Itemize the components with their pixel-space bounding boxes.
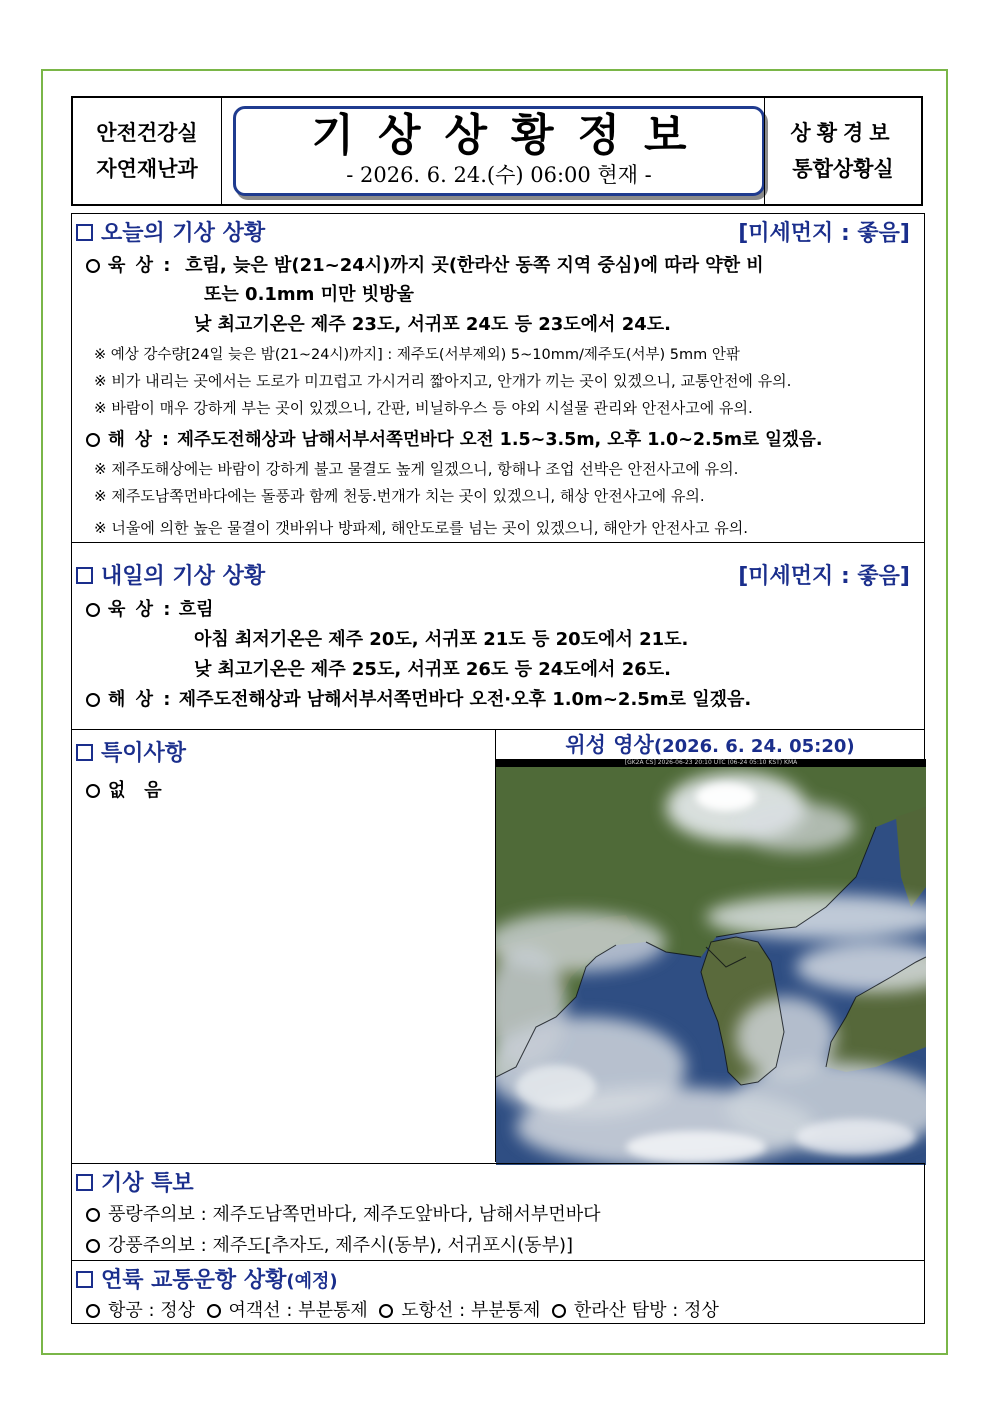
warnings-section bbox=[71, 1163, 925, 1261]
department-line2: 자연재난과 bbox=[96, 157, 198, 181]
circle-bullet-icon bbox=[379, 1304, 393, 1318]
today-title: 오늘의 기상 상황 bbox=[76, 216, 265, 247]
status-ferry: 여객선 : 부분통제 bbox=[228, 1300, 368, 1321]
today-section bbox=[71, 213, 925, 543]
special-title: 특이사항 bbox=[76, 736, 186, 767]
today-note-traffic: ※ 비가 내리는 곳에서는 도로가 미끄럽고 가시거리 짧아지고, 안개가 끼는 곳이 있겠으니, 교통안전에 유의. bbox=[94, 372, 792, 390]
circle-bullet-icon bbox=[86, 1239, 100, 1253]
warnings-title: 기상 특보 bbox=[76, 1166, 194, 1197]
status-hallasan: 한라산 탐방 : 정상 bbox=[573, 1300, 719, 1321]
transport-section bbox=[71, 1260, 925, 1324]
special-item: 없 음 bbox=[86, 776, 162, 802]
tomorrow-max-temp: 낮 최고기온은 제주 25도, 서귀포 26도 등 24도에서 26도. bbox=[194, 659, 671, 680]
report-title: 기상상황정보 bbox=[311, 110, 711, 161]
tomorrow-title: 내일의 기상 상황 bbox=[76, 559, 265, 590]
today-land-line2: 또는 0.1mm 미만 빗방울 bbox=[204, 284, 414, 305]
tomorrow-section bbox=[71, 542, 925, 730]
checkbox-icon bbox=[76, 567, 93, 584]
status-island-ferry: 도항선 : 부분통제 bbox=[401, 1300, 541, 1321]
satellite-image bbox=[496, 759, 926, 1165]
circle-bullet-icon bbox=[86, 693, 100, 707]
checkbox-icon bbox=[76, 744, 93, 761]
checkbox-icon bbox=[76, 1271, 93, 1288]
circle-bullet-icon bbox=[86, 603, 100, 617]
circle-bullet-icon bbox=[86, 1208, 100, 1222]
today-note-sea3: ※ 너울에 의한 높은 물결이 갯바위나 방파제, 해안도로를 넘는 곳이 있겠으니, 해안가 안전사고 유의. bbox=[94, 519, 748, 537]
title-box bbox=[233, 106, 765, 196]
tomorrow-min-temp: 아침 최저기온은 제주 20도, 서귀포 21도 등 20도에서 21도. bbox=[194, 629, 689, 650]
today-note-wind: ※ 바람이 매우 강하게 부는 곳이 있겠으니, 간판, 비닐하우스 등 야외 시설물 관리와 안전사고에 유의. bbox=[94, 399, 753, 417]
office-line2: 통합상황실 bbox=[792, 157, 894, 181]
today-land: 육 상 : 흐림, 늦은 밤(21~24시)까지 곳(한라산 동쪽 지역 중심)에 따라 약한 비 bbox=[86, 251, 764, 277]
today-dust: [미세먼지 : 좋음] bbox=[738, 221, 910, 246]
office-line1: 상황경보 bbox=[790, 121, 896, 145]
department-box bbox=[73, 98, 222, 204]
report-header bbox=[71, 96, 923, 206]
transport-status bbox=[86, 1296, 719, 1322]
status-air: 항공 : 정상 bbox=[108, 1300, 196, 1321]
circle-bullet-icon bbox=[86, 784, 100, 798]
satellite-caption: [GK2A CS] 2026-06-23 20:10 UTC (06-24 05:10 KST) KMA bbox=[496, 759, 926, 767]
circle-bullet-icon bbox=[86, 433, 100, 447]
checkbox-icon bbox=[76, 1174, 93, 1191]
checkbox-icon bbox=[76, 224, 93, 241]
circle-bullet-icon bbox=[207, 1304, 221, 1318]
office-box bbox=[764, 98, 921, 204]
satellite-map bbox=[496, 767, 926, 1165]
today-note-sea2: ※ 제주도남쪽먼바다에는 돌풍과 함께 천둥.번개가 치는 곳이 있겠으니, 해상 안전사고에 유의. bbox=[94, 487, 705, 505]
today-sea: 해 상 : 제주도전해상과 남해서부서쪽먼바다 오전 1.5~3.5m, 오후 1.0~2.5m로 일겠음. bbox=[86, 426, 822, 451]
tomorrow-sea: 해 상 : 제주도전해상과 남해서부서쪽먼바다 오전·오후 1.0m~2.5m로 일겠음. bbox=[86, 685, 751, 711]
warning-wind: 강풍주의보 : 제주도[추자도, 제주시(동부), 서귀포시(동부)] bbox=[86, 1231, 573, 1257]
today-note-sea1: ※ 제주도해상에는 바람이 강하게 불고 물결도 높게 일겠으니, 항해나 조업 선박은 안전사고에 유의. bbox=[94, 460, 739, 478]
circle-bullet-icon bbox=[86, 259, 100, 273]
transport-title: 연륙 교통운항 상황(예정) bbox=[76, 1263, 338, 1294]
special-satellite-section bbox=[71, 729, 925, 1164]
satellite-title: 위성 영상(2026. 6. 24. 05:20) bbox=[565, 733, 855, 757]
warning-wave: 풍랑주의보 : 제주도남쪽먼바다, 제주도앞바다, 남해서부먼바다 bbox=[86, 1200, 600, 1226]
circle-bullet-icon bbox=[86, 1304, 100, 1318]
today-note-rain: ※ 예상 강수량[24일 늦은 밤(21~24시)까지] : 제주도(서부제외) 5~10mm/제주도(서부) 5mm 안팎 bbox=[94, 347, 740, 363]
today-land-temp: 낮 최고기온은 제주 23도, 서귀포 24도 등 23도에서 24도. bbox=[194, 314, 671, 335]
circle-bullet-icon bbox=[552, 1304, 566, 1318]
tomorrow-dust: [미세먼지 : 좋음] bbox=[738, 564, 910, 589]
tomorrow-land: 육 상 : 흐림 bbox=[86, 595, 214, 621]
department-line1: 안전건강실 bbox=[96, 121, 198, 145]
report-datetime: - 2026. 6. 24.(수) 06:00 현재 - bbox=[346, 163, 652, 187]
